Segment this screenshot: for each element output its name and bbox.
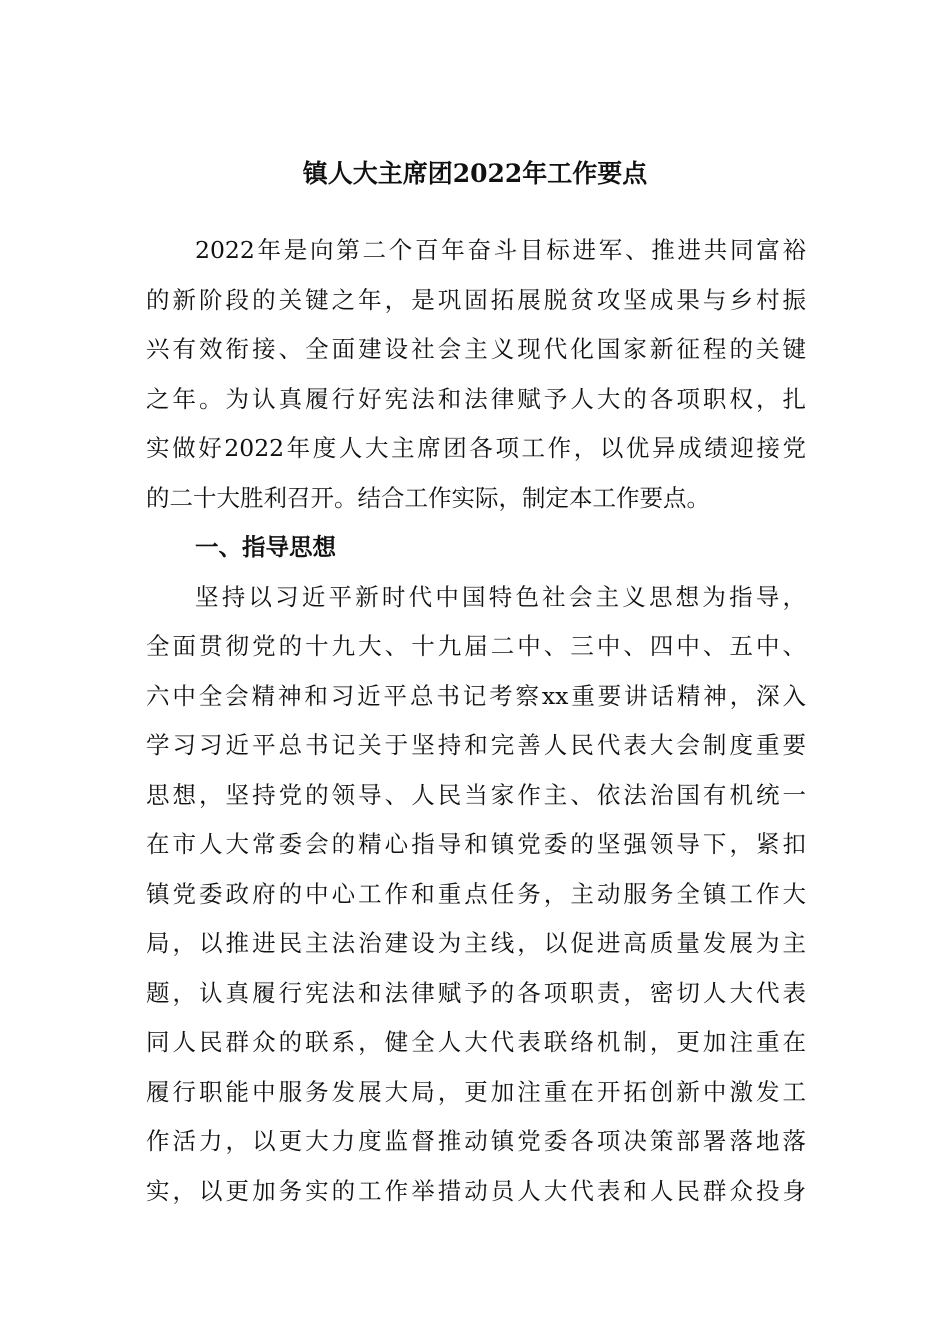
section1-line: 同人民群众的联系，健全人大代表联络机制，更加注重在: [146, 1028, 806, 1056]
section1-line: 作活力，以更大力度监督推动镇党委各项决策部署落地落: [146, 1127, 806, 1155]
section1-line: 六中全会精神和习近平总书记考察xx重要讲话精神，深入: [146, 681, 806, 710]
section1-line: 思想，坚持党的领导、人民当家作主、依法治国有机统一: [146, 780, 806, 809]
section1-line: 题，认真履行宪法和法律赋予的各项职责，密切人大代表: [146, 978, 806, 1007]
section1-line: 全面贯彻党的十九大、十九届二中、三中、四中、五中、: [146, 632, 806, 660]
section1-line: 学习习近平总书记关于坚持和完善人民代表大会制度重要: [146, 731, 806, 759]
intro-line: 2022年是向第二个百年奋斗目标进军、推进共同富裕: [195, 236, 806, 264]
intro-line: 之年。为认真履行好宪法和法律赋予人大的各项职权，扎: [146, 384, 806, 413]
document-title: 镇人大主席团2022年工作要点: [302, 159, 648, 188]
section1-line: 在市人大常委会的精心指导和镇党委的坚强领导下，紧扣: [146, 830, 806, 858]
intro-line: 的新阶段的关键之年，是巩固拓展脱贫攻坚成果与乡村振: [146, 285, 806, 314]
intro-line: 实做好2022年度人大主席团各项工作，以优异成绩迎接党: [146, 434, 806, 462]
intro-line: 兴有效衔接、全面建设社会主义现代化国家新征程的关键: [146, 335, 806, 363]
intro-line: 的二十大胜利召开。结合工作实际，制定本工作要点。: [146, 483, 710, 512]
section1-line: 镇党委政府的中心工作和重点任务，主动服务全镇工作大: [146, 879, 806, 908]
section1-line: 履行职能中服务发展大局，更加注重在开拓创新中激发工: [146, 1077, 806, 1106]
section1-line: 局，以推进民主法治建设为主线，以促进高质量发展为主: [146, 929, 806, 957]
section1-line: 坚持以习近平新时代中国特色社会主义思想为指导，: [195, 582, 806, 611]
document-body: [146, 226, 806, 1216]
section1-line: 实，以更加务实的工作举措动员人大代表和人民群众投身: [146, 1176, 806, 1205]
section-heading-guiding-ideology: 一、指导思想: [195, 533, 336, 561]
